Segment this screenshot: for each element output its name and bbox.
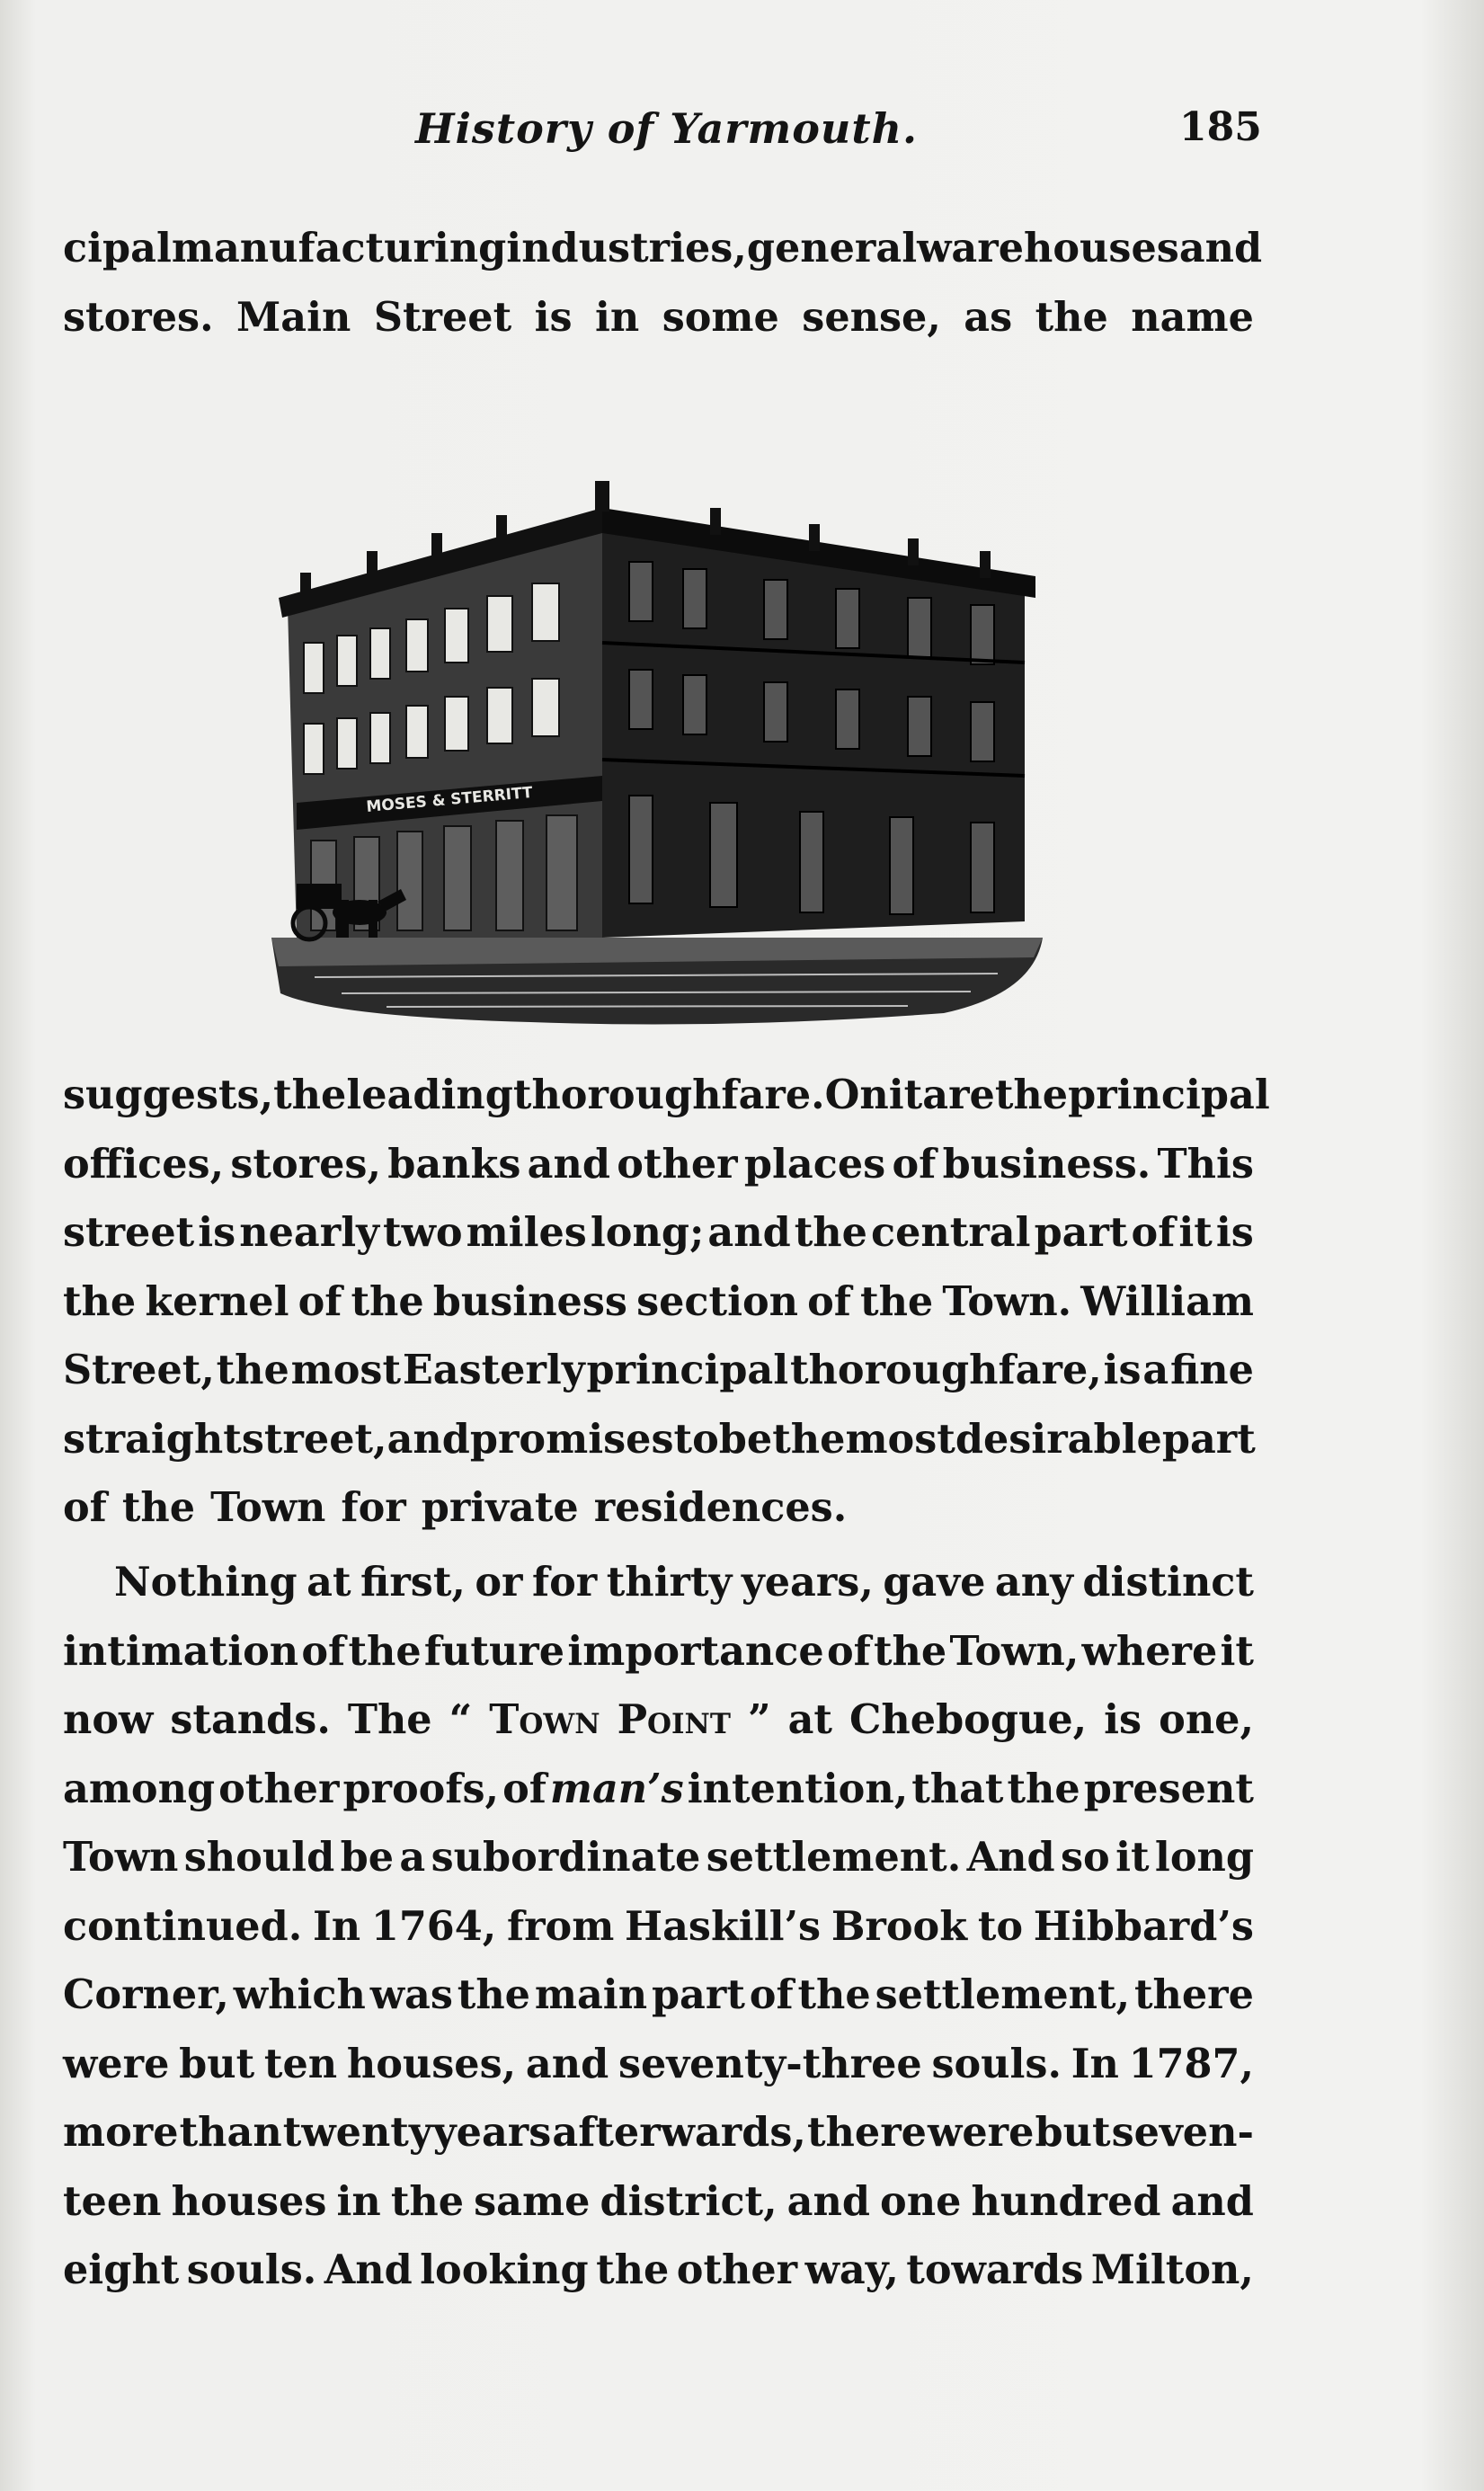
text-line <box>63 214 1263 283</box>
word: the <box>772 1415 846 1463</box>
word: miles <box>466 1209 587 1256</box>
word: cipal <box>63 225 172 271</box>
word: towards <box>906 2246 1084 2293</box>
word: among <box>63 1765 216 1812</box>
word: long; <box>590 1209 705 1256</box>
word: is <box>534 293 573 341</box>
word: and <box>387 1415 470 1463</box>
word: nearly <box>239 1209 379 1256</box>
word: sense, <box>802 293 941 341</box>
word: hundred <box>971 2177 1161 2225</box>
text-line <box>63 2167 1254 2237</box>
word: the <box>794 1209 867 1256</box>
word: in <box>336 2177 381 2225</box>
word: Brook <box>831 1902 968 1950</box>
word: long <box>1154 1834 1254 1881</box>
word: most <box>845 1415 955 1463</box>
word: to <box>673 1415 719 1463</box>
text-line <box>63 1405 1254 1474</box>
word: Town <box>63 1834 179 1881</box>
word: Nothing <box>114 1559 298 1606</box>
word: the <box>351 1277 424 1325</box>
word: banks <box>387 1140 521 1188</box>
word: the <box>596 2246 670 2293</box>
word: first, <box>360 1559 466 1606</box>
word: This <box>1157 1140 1254 1188</box>
word: straight <box>63 1415 242 1463</box>
word: the <box>860 1277 934 1325</box>
word: Street <box>373 293 512 341</box>
word: the <box>994 1072 1069 1118</box>
text-line <box>63 1061 1270 1130</box>
word: eight <box>63 2246 180 2293</box>
word: intimation <box>63 1627 299 1675</box>
word: private <box>421 1484 579 1531</box>
word: the <box>457 1971 530 2018</box>
word: there <box>806 2109 927 2156</box>
word: the <box>216 1347 289 1393</box>
word: where <box>1081 1627 1218 1675</box>
word: the <box>874 1627 947 1675</box>
word: business. <box>942 1140 1151 1188</box>
word: present <box>1083 1765 1254 1812</box>
word: Easterly <box>402 1347 585 1393</box>
word: offices, <box>63 1140 225 1188</box>
word: is <box>1103 1347 1142 1393</box>
word: were <box>928 2109 1035 2156</box>
running-title: History of Yarmouth. <box>415 104 919 153</box>
word: residences. <box>593 1484 848 1531</box>
word: that <box>911 1765 1004 1812</box>
word: two <box>383 1209 463 1256</box>
word: as <box>964 293 1013 341</box>
word: ten <box>263 2040 338 2087</box>
word: afterwards, <box>552 2109 806 2156</box>
word: it <box>1178 1209 1213 1256</box>
word: kernel <box>145 1277 289 1325</box>
word: one, <box>1159 1696 1254 1743</box>
paragraph-main-street <box>63 1061 1270 1543</box>
word: Chebogue, <box>849 1696 1088 1743</box>
word: Town. <box>942 1277 1072 1325</box>
word: Corner, <box>63 1971 229 2018</box>
text-line <box>63 2236 1254 2305</box>
text-line <box>63 1473 1254 1543</box>
word: proofs, <box>342 1765 500 1812</box>
word: a <box>399 1834 426 1881</box>
word: and <box>786 2177 870 2225</box>
word: it <box>1220 1627 1254 1675</box>
word: of <box>826 1627 871 1675</box>
word: so <box>1060 1834 1110 1881</box>
word: suggests, <box>63 1072 274 1118</box>
page-number: 185 <box>1179 104 1262 150</box>
building-illustration <box>261 373 1052 1038</box>
word: is <box>1104 1696 1142 1743</box>
word: seven- <box>1111 2109 1254 2156</box>
word: at <box>307 1559 351 1606</box>
storefront-sign: MOSES & STERRITT <box>365 783 534 816</box>
text-line <box>63 283 1254 352</box>
word: street <box>63 1209 195 1256</box>
building-engraving <box>261 373 1052 1038</box>
word: name <box>1131 293 1254 341</box>
word: And <box>966 1834 1055 1881</box>
word: manufacturing <box>171 225 507 271</box>
word: way, <box>804 2246 899 2293</box>
word: desirable <box>955 1415 1162 1463</box>
word: of <box>63 1484 107 1531</box>
text-line <box>63 1198 1254 1268</box>
word: places <box>743 1140 886 1188</box>
text-line <box>63 1823 1254 1892</box>
word: from <box>506 1902 615 1950</box>
word: importance <box>567 1627 824 1675</box>
text-line <box>63 1336 1254 1405</box>
word: Haskill’s <box>625 1902 822 1950</box>
word: settlement. <box>706 1834 962 1881</box>
word: Town <box>489 1696 600 1743</box>
word: be <box>718 1415 773 1463</box>
word: And <box>324 2246 413 2293</box>
word: or <box>475 1559 523 1606</box>
word: same <box>474 2177 591 2225</box>
word: of <box>892 1140 937 1188</box>
word: any <box>994 1559 1073 1606</box>
word: promises <box>469 1415 674 1463</box>
word: of <box>298 1277 342 1325</box>
word: section <box>636 1277 799 1325</box>
word: to <box>977 1902 1024 1950</box>
word: stores, <box>230 1140 381 1188</box>
text-line <box>63 1755 1254 1824</box>
word: looking <box>420 2246 589 2293</box>
word: teen <box>63 2177 162 2225</box>
word: 1764, <box>370 1902 497 1950</box>
word: gave <box>883 1559 986 1606</box>
text-line <box>63 2098 1254 2167</box>
word: “ <box>449 1696 473 1743</box>
word: settlement, <box>875 1971 1131 2018</box>
word: warehouses <box>917 225 1179 271</box>
word: the <box>348 1627 422 1675</box>
word: and <box>527 1140 610 1188</box>
word: fine <box>1169 1347 1254 1393</box>
word: The <box>347 1696 432 1743</box>
word: it <box>888 1072 923 1118</box>
word: central <box>871 1209 1031 1256</box>
word: other <box>676 2246 798 2293</box>
word: street, <box>241 1415 387 1463</box>
word: in <box>595 293 640 341</box>
text-line <box>63 1961 1254 2030</box>
word: and <box>1178 225 1263 271</box>
text-line <box>63 1548 1254 1617</box>
word: distinct <box>1082 1559 1254 1606</box>
word: the <box>1035 293 1108 341</box>
word: continued. <box>63 1902 303 1950</box>
word: Town <box>210 1484 326 1531</box>
word: for <box>341 1484 406 1531</box>
word: souls. <box>186 2246 317 2293</box>
word: main <box>534 1971 648 2018</box>
word: William <box>1080 1277 1254 1325</box>
word: Main <box>236 293 351 341</box>
word: ” <box>747 1696 771 1743</box>
text-line <box>63 1130 1254 1199</box>
text-line <box>63 1892 1254 1962</box>
word: district, <box>600 2177 778 2225</box>
word: In <box>312 1902 361 1950</box>
word: In <box>1071 2040 1119 2087</box>
word: than <box>179 2109 282 2156</box>
word: thirty <box>606 1559 733 1606</box>
word: part <box>1034 1209 1128 1256</box>
word: other <box>617 1140 738 1188</box>
word: of <box>502 1765 547 1812</box>
word: general <box>746 225 918 271</box>
word: there <box>1133 1971 1254 2018</box>
word: and <box>707 1209 791 1256</box>
word: Point <box>617 1696 731 1743</box>
word: are <box>922 1072 995 1118</box>
word: the <box>63 1277 137 1325</box>
word: for <box>531 1559 598 1606</box>
word: subordinate <box>431 1834 701 1881</box>
word: one <box>880 2177 962 2225</box>
word: houses, <box>346 2040 517 2087</box>
word: it <box>1115 1834 1150 1881</box>
word: be <box>340 1834 395 1881</box>
paragraph-continuation <box>63 214 1263 351</box>
word: the <box>273 1072 347 1118</box>
word: some <box>662 293 779 341</box>
word: the <box>121 1484 196 1531</box>
page-header <box>0 97 1484 169</box>
word: part <box>651 1971 745 2018</box>
word: of <box>749 1971 794 2018</box>
word: which <box>233 1971 366 2018</box>
word: souls. <box>931 2040 1062 2087</box>
word: and <box>525 2040 609 2087</box>
word: thoroughfare. <box>512 1072 825 1118</box>
text-line <box>63 1268 1254 1337</box>
word: of <box>807 1277 851 1325</box>
word: intention, <box>687 1765 909 1812</box>
word: business <box>432 1277 627 1325</box>
word: years, <box>741 1559 874 1606</box>
word: seventy-three <box>618 2040 922 2087</box>
word: future <box>423 1627 565 1675</box>
word: On <box>824 1072 889 1118</box>
word: a <box>1142 1347 1169 1393</box>
word: 1787, <box>1128 2040 1254 2087</box>
word: principal <box>1068 1072 1270 1118</box>
word: twenty <box>282 2109 432 2156</box>
word: at <box>787 1696 832 1743</box>
word: and <box>1170 2177 1254 2225</box>
word: man’s <box>549 1765 684 1812</box>
word: stores. <box>63 293 214 341</box>
word: the <box>1007 1765 1080 1812</box>
word: is <box>198 1209 236 1256</box>
word: thoroughfare, <box>789 1347 1102 1393</box>
word: principal <box>586 1347 789 1393</box>
word: the <box>797 1971 871 2018</box>
paragraph-nothing-at-first <box>63 1548 1254 2305</box>
word: industries, <box>506 225 747 271</box>
word: houses <box>171 2177 327 2225</box>
word: Milton, <box>1090 2246 1254 2293</box>
word: Street, <box>63 1347 215 1393</box>
word: most <box>290 1347 402 1393</box>
word: is <box>1215 1209 1254 1256</box>
word: stands. <box>170 1696 331 1743</box>
word: the <box>390 2177 465 2225</box>
word: were <box>63 2040 170 2087</box>
word: but <box>1035 2109 1111 2156</box>
word: now <box>63 1696 154 1743</box>
word: years <box>432 2109 552 2156</box>
word: other <box>218 1765 340 1812</box>
text-line <box>63 2030 1254 2099</box>
word: but <box>179 2040 255 2087</box>
text-line <box>63 1686 1254 1755</box>
text-line <box>63 1617 1254 1686</box>
word: more <box>63 2109 179 2156</box>
word: should <box>183 1834 335 1881</box>
word: Town, <box>949 1627 1080 1675</box>
word: part <box>1161 1415 1256 1463</box>
word: of <box>1131 1209 1176 1256</box>
word: leading <box>346 1072 513 1118</box>
word: of <box>301 1627 346 1675</box>
word: Hibbard’s <box>1033 1902 1254 1950</box>
word: was <box>369 1971 453 2018</box>
